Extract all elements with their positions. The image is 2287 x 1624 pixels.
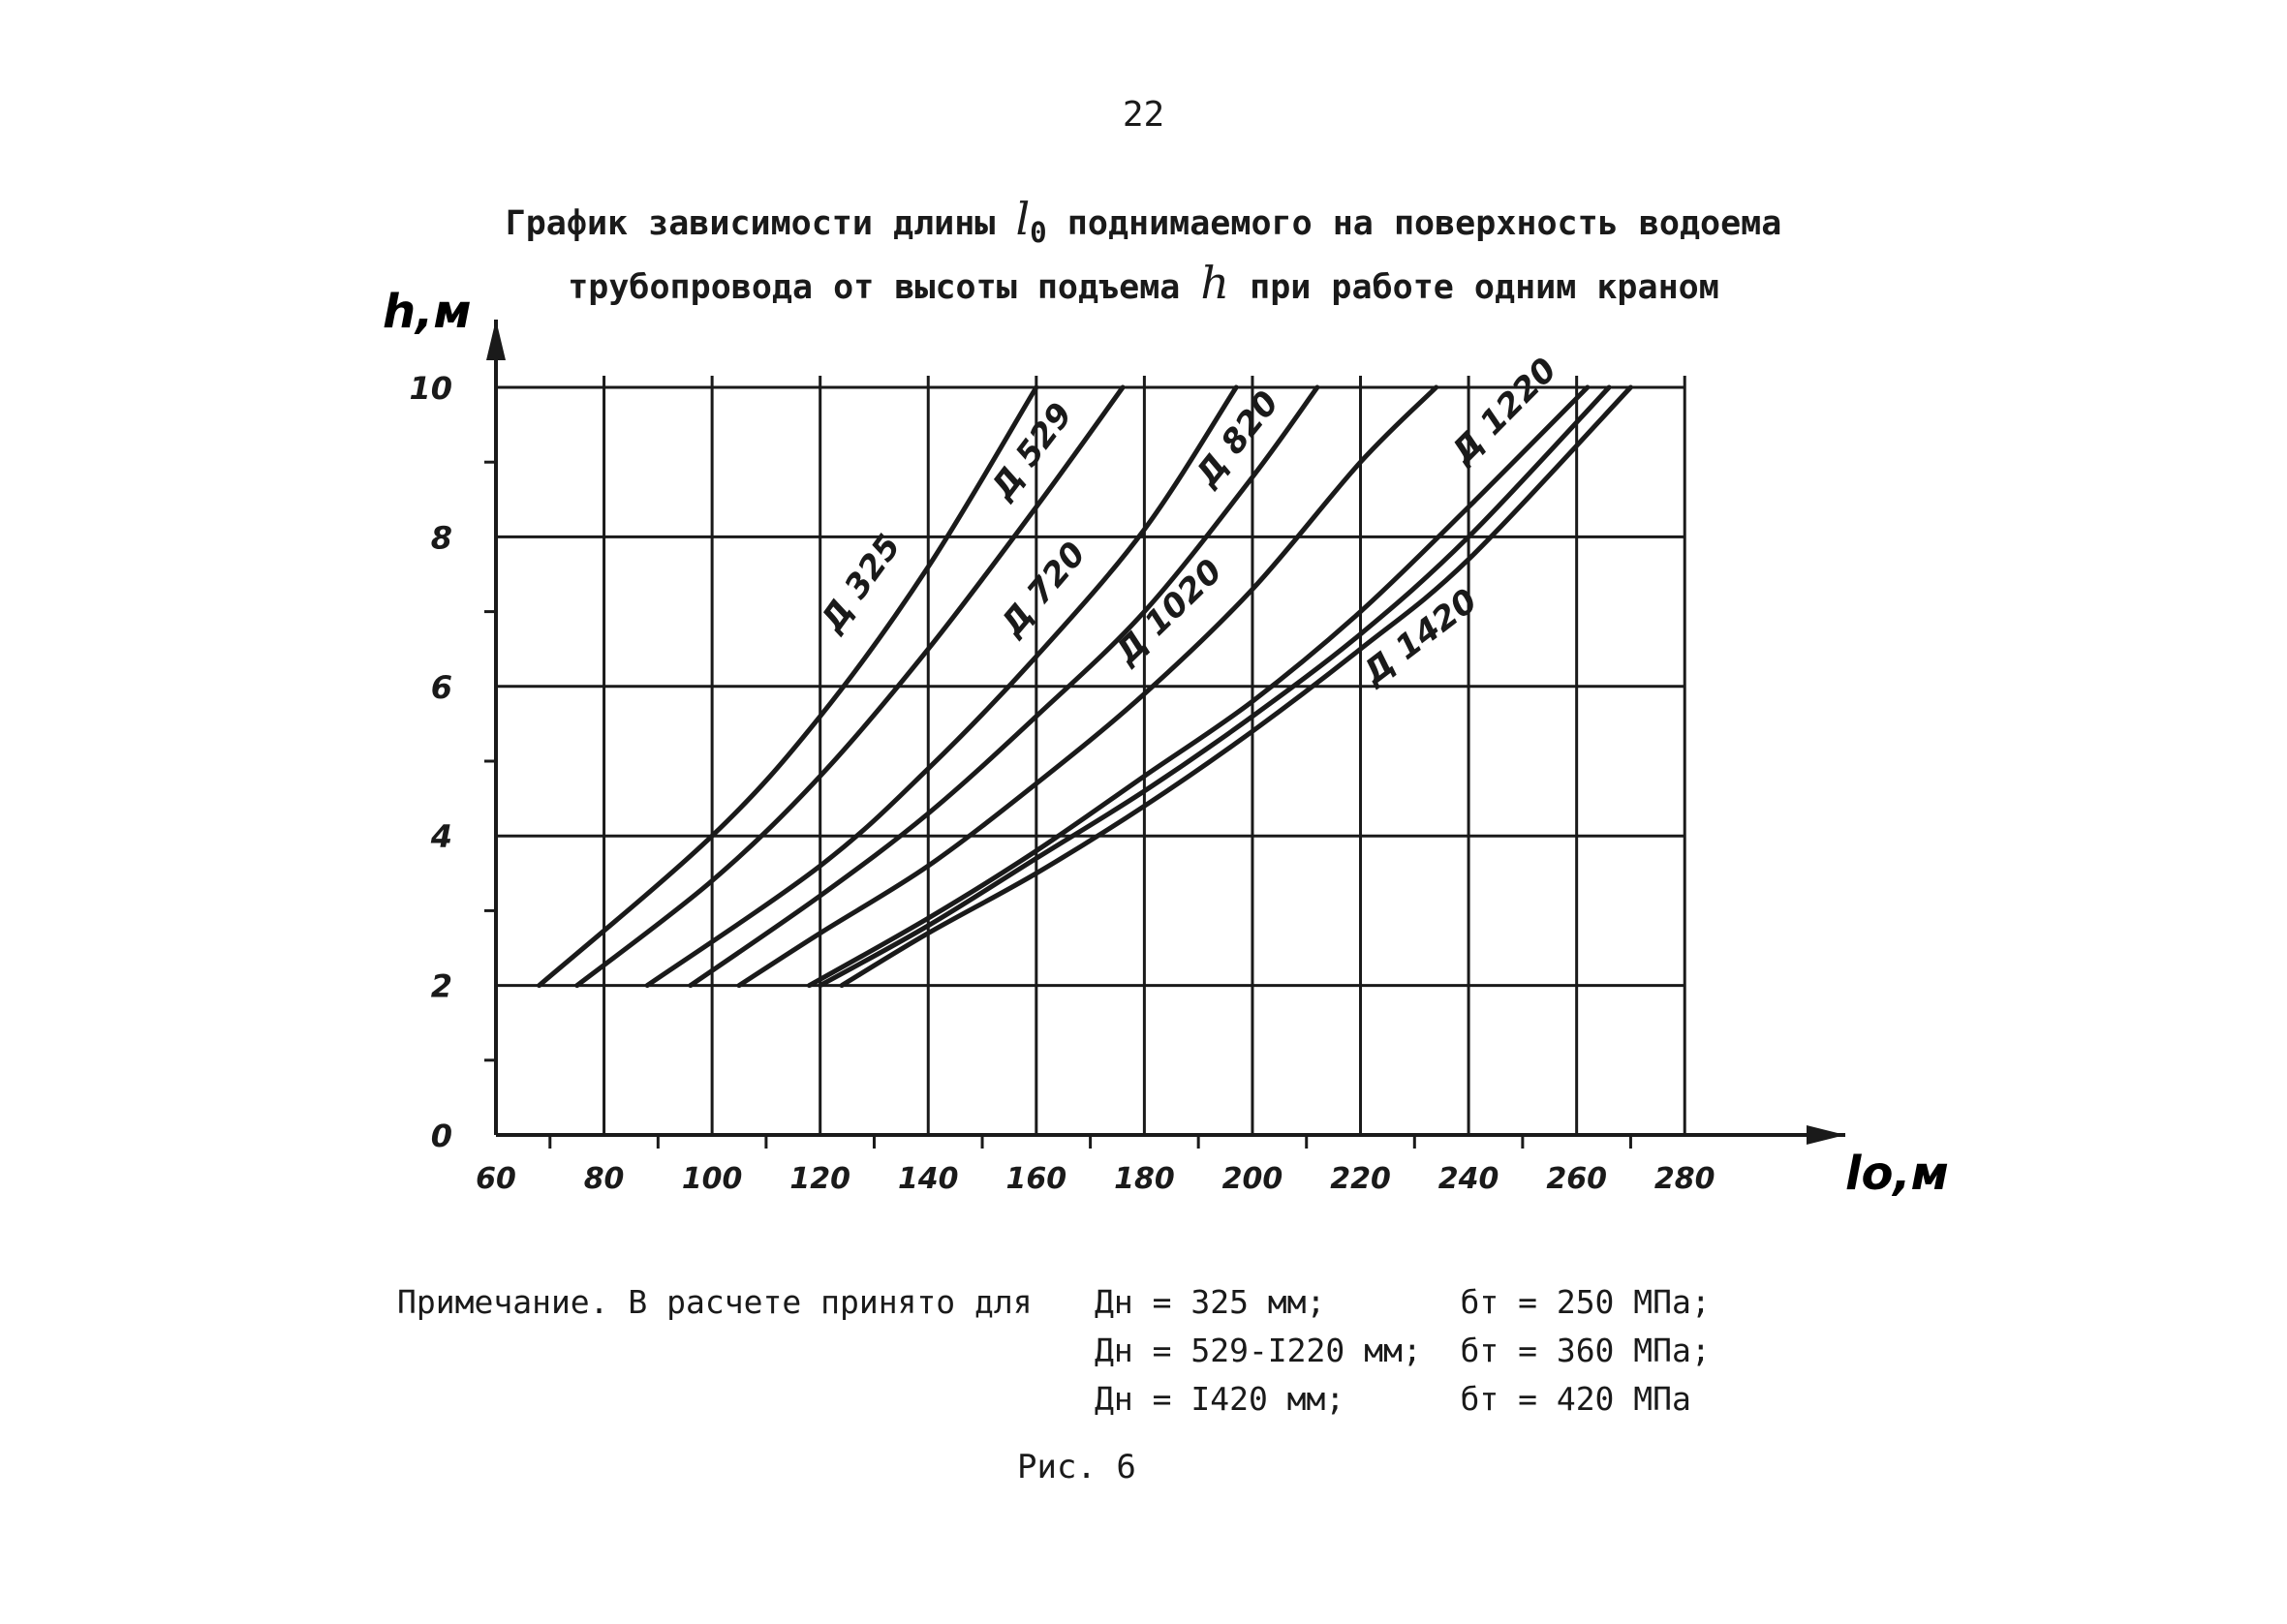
series-label-6: Д 1220 — [1443, 351, 1565, 473]
series-label-4: Д 820 — [1188, 383, 1287, 494]
x-tick-label: 220 — [1330, 1162, 1391, 1196]
x-tick-label: 100 — [681, 1162, 743, 1196]
title-text-2a: трубопровода от высоты подъема — [568, 268, 1201, 307]
x-tick-label: 140 — [897, 1162, 959, 1196]
title-text-1a: График зависимости длины — [505, 204, 1016, 243]
x-tick-label: 80 — [583, 1162, 625, 1196]
series-label-5: Д 1020 — [1107, 551, 1230, 672]
series-label-8: Д 1420 — [1355, 581, 1485, 693]
note-line-3: Дн = I420 мм; бт = 420 МПа — [1095, 1380, 1691, 1418]
series-label-3: Д 720 — [993, 535, 1095, 644]
page-number: 22 — [1122, 95, 1165, 135]
chart-grid — [496, 376, 1684, 1135]
y-tick-label: 10 — [409, 370, 452, 407]
y-tick-label: 6 — [430, 668, 452, 706]
x-axis-label: lo,м — [1845, 1147, 1949, 1201]
title-symbol-l: l — [1015, 193, 1031, 245]
x-tick-label: 120 — [789, 1162, 851, 1196]
x-tick-label: 240 — [1437, 1162, 1499, 1196]
figure-label: Рис. 6 — [1017, 1448, 1136, 1486]
x-tick-label: 60 — [476, 1162, 516, 1196]
x-tick-label: 280 — [1653, 1162, 1715, 1196]
y-axis-label: h,м — [383, 285, 472, 339]
x-tick-label: 160 — [1005, 1162, 1067, 1196]
y-tick-label: 2 — [430, 967, 452, 1005]
x-tick-label: 200 — [1221, 1162, 1283, 1196]
series-label-2: Д 529 — [983, 395, 1081, 506]
note-line-1: Дн = 325 мм; бт = 250 МПа; — [1095, 1283, 1711, 1321]
title-text-1b: поднимаемого на поверхность водоема — [1046, 204, 1782, 243]
chart-axes — [484, 320, 1845, 1149]
note-lines — [1095, 1278, 2160, 1424]
title-symbol-h: h — [1200, 257, 1230, 309]
series-label-1: Д 325 — [813, 527, 910, 639]
x-axis-arrow — [1807, 1125, 1845, 1145]
y-tick-label: 4 — [430, 818, 452, 856]
y-tick-label: 0 — [430, 1118, 452, 1154]
title-symbol-subscript: 0 — [1030, 216, 1047, 249]
x-tick-label: 180 — [1114, 1162, 1175, 1196]
x-tick-label: 260 — [1546, 1162, 1607, 1196]
title-text-2b: при работе одним краном — [1229, 268, 1719, 307]
y-tick-label: 8 — [430, 519, 452, 557]
note-prefix: Примечание. В расчете принято для — [397, 1283, 1033, 1321]
y-axis-arrow — [486, 320, 506, 360]
note-line-2: Дн = 529-I220 мм; бт = 360 МПа; — [1095, 1332, 1711, 1369]
